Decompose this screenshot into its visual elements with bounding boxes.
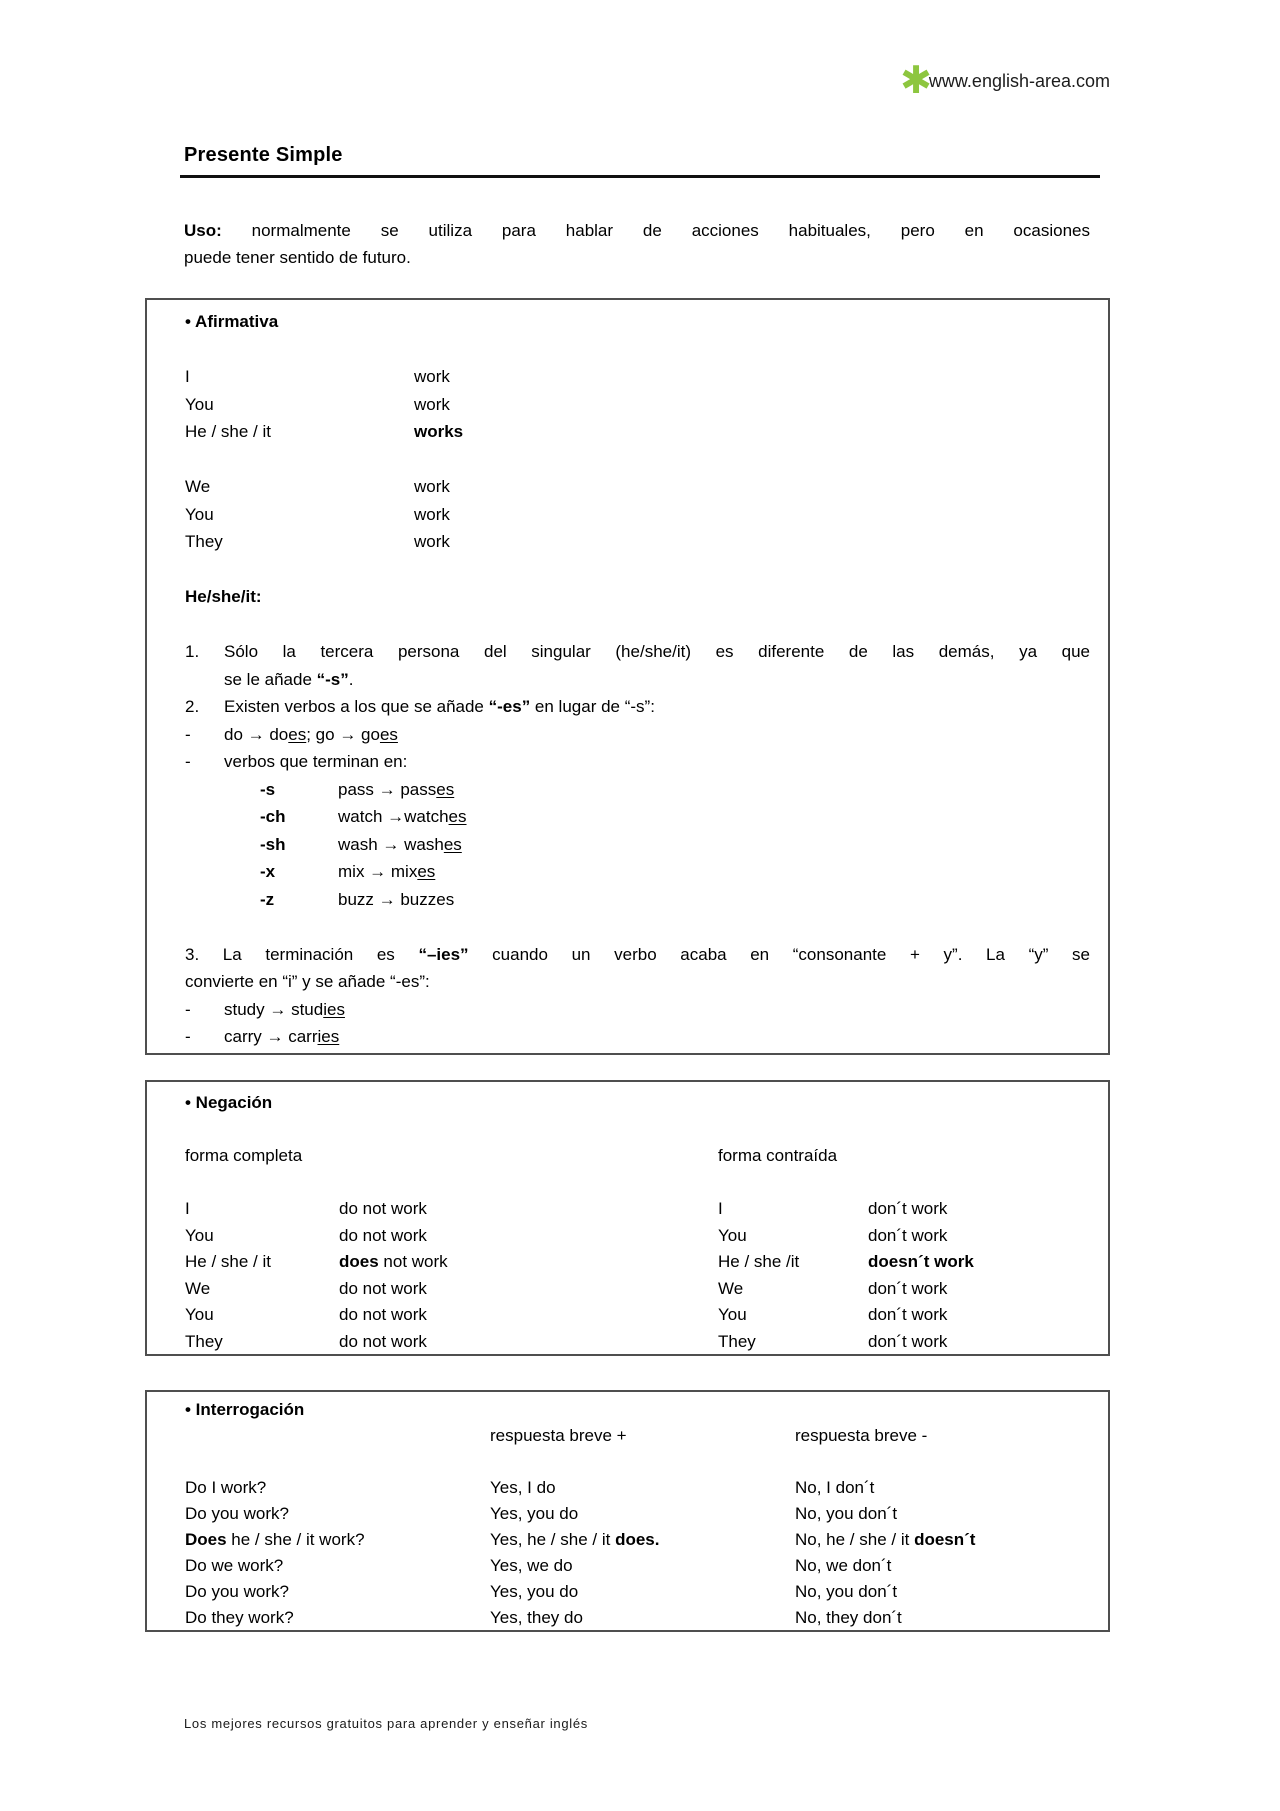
empty-cell (185, 1423, 490, 1449)
question-cell: Do they work? (185, 1608, 294, 1627)
no-answer-cell: No, you don´t (795, 1504, 898, 1523)
yes-answer-cell: Yes, we do (490, 1556, 573, 1575)
spacer (185, 446, 1090, 474)
suffix-cell: -x (260, 862, 276, 881)
footer-note: Los mejores recursos gratuitos para aprender y enseñar inglés (184, 1716, 589, 1731)
pronoun-cell: They (185, 1331, 223, 1351)
suffix-cell: -z (260, 889, 275, 909)
question-row (185, 1605, 1090, 1631)
pronoun-cell: You (185, 394, 214, 414)
site-logo (900, 60, 1110, 102)
ending-row (185, 858, 1090, 886)
list-number: 2. (185, 697, 200, 716)
subheading-he-she-it: He/she/it: (185, 587, 262, 606)
yes-answer-cell: Yes, you do (490, 1582, 579, 1601)
negation-row (185, 1276, 1090, 1303)
column-header-forma-completa: forma completa (185, 1146, 303, 1165)
interrogacion-section (145, 1390, 1110, 1632)
pronoun-cell: He / she / it (185, 1252, 271, 1271)
question-row (185, 1475, 1090, 1501)
section-heading-negacion: • Negación (185, 1093, 273, 1112)
verb-cell: do not work (339, 1331, 427, 1351)
rule-2 (185, 693, 1090, 721)
suffix-cell: -s (260, 779, 276, 799)
spacer (185, 1117, 1090, 1144)
question-cell: Do you work? (185, 1504, 289, 1523)
question-row (185, 1553, 1090, 1579)
example-cell: mix → mixes (338, 862, 436, 881)
question-cell: Do you work? (185, 1582, 289, 1601)
rule-3-line-1: 3. La terminación es “–ies” cuando un verbo acaba en “consonante + y”. La “y” se (185, 944, 1090, 964)
site-url: www.english-area.com (928, 70, 1110, 91)
conjugation-row (185, 501, 1090, 529)
dash-bullet: - (185, 752, 191, 771)
afirmativa-section (145, 298, 1110, 1055)
verb-cell: works (414, 422, 464, 441)
verb-cell: work (414, 504, 450, 524)
conjugation-row (185, 363, 1090, 391)
example-do-go (185, 721, 1090, 749)
section-heading-afirmativa: • Afirmativa (185, 312, 279, 331)
question-row (185, 1579, 1090, 1605)
verb-cell: do not work (339, 1305, 427, 1324)
pronoun-cell: You (185, 1225, 214, 1245)
negacion-column-headers (185, 1143, 1090, 1170)
pronoun-cell: We (185, 477, 211, 496)
suffix-cell: -ch (260, 807, 286, 826)
column-header-forma-contraida: forma contraída (718, 1146, 838, 1165)
ending-row (185, 803, 1090, 831)
example-study (185, 996, 1090, 1024)
dash-bullet: - (185, 724, 191, 744)
column-header-respuesta-negativa: respuesta breve - (795, 1426, 928, 1445)
verb-cell: don´t work (868, 1331, 948, 1351)
ending-row (185, 831, 1090, 859)
verb-cell: don´t work (868, 1225, 948, 1245)
spacer (185, 556, 1090, 584)
section-heading-interrogacion: • Interrogación (185, 1400, 305, 1419)
pronoun-cell: They (718, 1331, 756, 1351)
pronoun-cell: I (185, 1199, 190, 1218)
verb-cell: don´t work (868, 1305, 948, 1324)
verb-cell: does not work (339, 1252, 448, 1271)
list-number: 1. (185, 642, 200, 661)
question-cell: Does he / she / it work? (185, 1530, 365, 1549)
example-cell: watch →watches (338, 807, 467, 826)
example-text: verbos que terminan en: (224, 752, 408, 771)
title-block (180, 144, 1100, 178)
uso-paragraph (184, 217, 1090, 271)
yes-answer-cell: Yes, he / she / it does. (490, 1530, 660, 1549)
pronoun-cell: I (718, 1199, 723, 1218)
negation-row (185, 1329, 1090, 1356)
column-header-respuesta-positiva: respuesta breve + (490, 1426, 627, 1445)
conjugation-row (185, 473, 1090, 501)
rule-1-line-1: Sólo la tercera persona del singular (he/she/it) es diferente de las demás, ya que (224, 642, 1090, 661)
rule-3-line-2: convierte en “i” y se añade “-es”: (185, 972, 430, 991)
pronoun-cell: He / she /it (718, 1252, 800, 1271)
negation-row (185, 1196, 1090, 1223)
spacer (185, 336, 1090, 364)
example-text: do → does; go → goes (224, 724, 398, 744)
verb-cell: work (414, 532, 450, 551)
ending-row (185, 776, 1090, 804)
pronoun-cell: You (718, 1225, 747, 1245)
uso-line-2: puede tener sentido de futuro. (184, 248, 411, 267)
negation-row (185, 1302, 1090, 1329)
no-answer-cell: No, they don´t (795, 1608, 902, 1627)
rule-1-line-2: se le añade “-s”. (224, 669, 354, 689)
example-cell: buzz → buzzes (338, 889, 455, 909)
conjugation-row (185, 391, 1090, 419)
pronoun-cell: He / she / it (185, 422, 271, 441)
verb-cell: don´t work (868, 1278, 948, 1298)
spacer (185, 1449, 1090, 1475)
negation-row (185, 1223, 1090, 1250)
dash-bullet: - (185, 1027, 191, 1046)
verb-cell: do not work (339, 1199, 427, 1218)
verb-cell: do not work (339, 1278, 427, 1298)
rule-2-line: Existen verbos a los que se añade “-es” en lugar de “-s”: (224, 697, 655, 716)
no-answer-cell: No, you don´t (795, 1582, 898, 1601)
question-row (185, 1527, 1090, 1553)
question-cell: Do I work? (185, 1478, 267, 1497)
conjugation-row (185, 528, 1090, 556)
pronoun-cell: They (185, 532, 223, 551)
example-text: carry → carries (224, 1027, 340, 1046)
pronoun-cell: We (718, 1278, 744, 1298)
spacer (185, 611, 1090, 639)
asterisk-logo-icon: ✱ (900, 60, 932, 102)
interrogacion-column-headers (185, 1423, 1090, 1449)
yes-answer-cell: Yes, I do (490, 1478, 556, 1497)
example-cell: wash → washes (338, 834, 462, 854)
question-cell: Do we work? (185, 1556, 284, 1575)
spacer (185, 913, 1090, 941)
negation-row (185, 1249, 1090, 1276)
example-cell: pass → passes (338, 779, 455, 799)
pronoun-cell: We (185, 1278, 211, 1298)
uso-line-1: Uso: normalmente se utiliza para hablar de acciones habituales, pero en ocasiones (184, 221, 1090, 240)
conjugation-row (185, 418, 1090, 446)
dash-bullet: - (185, 999, 191, 1019)
spacer (185, 1170, 1090, 1197)
pronoun-cell: I (185, 367, 190, 386)
page-title: Presente Simple (184, 144, 343, 166)
verb-cell: don´t work (868, 1199, 948, 1218)
pronoun-cell: You (718, 1305, 747, 1324)
pronoun-cell: You (185, 1305, 214, 1324)
yes-answer-cell: Yes, you do (490, 1504, 579, 1523)
verbos-terminan (185, 748, 1090, 776)
example-carry (185, 1023, 1090, 1051)
yes-answer-cell: Yes, they do (490, 1608, 583, 1627)
verb-cell: work (414, 477, 450, 496)
suffix-cell: -sh (260, 834, 286, 854)
verb-cell: work (414, 394, 450, 414)
no-answer-cell: No, he / she / it doesn´t (795, 1530, 976, 1549)
no-answer-cell: No, I don´t (795, 1478, 875, 1497)
verb-cell: work (414, 367, 450, 386)
question-row (185, 1501, 1090, 1527)
verb-cell: doesn´t work (868, 1252, 974, 1271)
pronoun-cell: You (185, 504, 214, 524)
example-text: study → studies (224, 999, 345, 1019)
rule-1 (185, 638, 1090, 693)
ending-row (185, 886, 1090, 914)
negacion-section (145, 1080, 1110, 1356)
no-answer-cell: No, we don´t (795, 1556, 892, 1575)
verb-cell: do not work (339, 1225, 427, 1245)
